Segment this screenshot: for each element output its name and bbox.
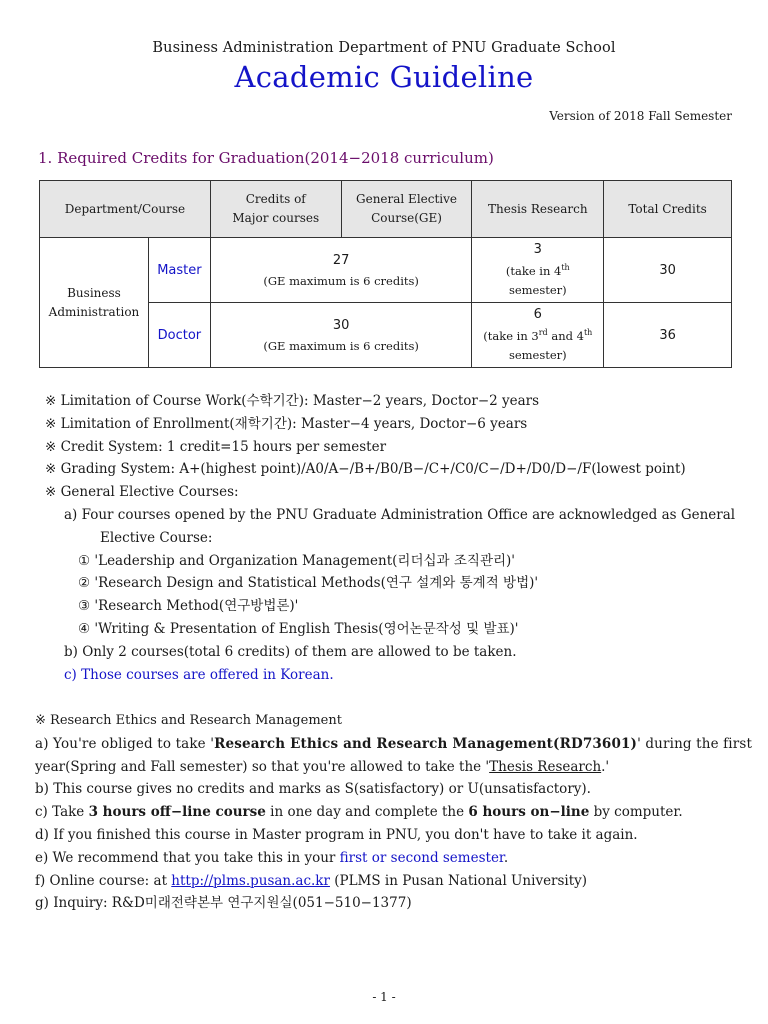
credits-master: 27: [332, 252, 350, 268]
note-ge-courses: ※ General Elective Courses:: [45, 484, 239, 501]
credits-table: [39, 180, 732, 368]
header-subtitle: Business Administration Department of PNU Graduate School: [152, 40, 616, 56]
header-major-line1: Credits of: [245, 192, 306, 206]
ethics-a2-pre: year(Spring and Fall semester) so that you're allowed to take the ': [35, 758, 490, 775]
ethics-a2-post: .': [601, 758, 610, 775]
ethics-f-post: (PLMS in Pusan National University): [329, 872, 588, 889]
page-title: Academic Guideline: [234, 60, 534, 94]
plms-link[interactable]: http://plms.pusan.ac.kr: [171, 872, 330, 889]
header-dept: Department/Course: [40, 181, 211, 238]
thesis-master-cell: [472, 238, 604, 303]
thesis-note-master: [506, 264, 570, 278]
credits-master-cell: [210, 238, 472, 303]
section-1-title: 1. Required Credits for Graduation(2014−2018 curriculum): [38, 149, 494, 167]
ethics-a-post: ' during the first: [637, 735, 753, 752]
version-label: Version of 2018 Fall Semester: [549, 109, 732, 123]
thesis-doctor-cell: [472, 303, 604, 368]
ethics-c-post: by computer.: [589, 804, 683, 821]
thesis-note-text: (take in 3: [483, 329, 539, 344]
header-ge: [341, 181, 472, 238]
thesis-master: 3: [533, 241, 542, 257]
ethics-f: [35, 870, 733, 893]
ethics-title: ※ Research Ethics and Research Management: [35, 713, 342, 728]
ethics-e-pre: e) We recommend that you take this in your: [35, 849, 340, 866]
course-4: ④ 'Writing & Presentation of English Thesis(영어논문작성 및 발표)': [78, 620, 519, 637]
ethics-c-bold2: 6 hours on−line: [468, 804, 590, 821]
ethics-a2-thesis: Thesis Research: [489, 758, 602, 775]
ethics-f-pre: f) Online course: at: [35, 872, 172, 889]
ethics-e-blue: first or second semester: [339, 849, 504, 866]
ge-note-doctor: (GE maximum is 6 credits): [263, 338, 419, 353]
ethics-c-bold1: 3 hours off−line course: [88, 804, 266, 821]
table-row: [40, 238, 732, 303]
ethics-a-line1: [35, 733, 753, 756]
total-master: 30: [604, 238, 732, 303]
thesis-note-mid: and 4: [547, 329, 584, 344]
thesis-note-sup: rd: [538, 328, 548, 338]
header-ge-line2: Course(GE): [371, 211, 442, 225]
thesis-note-master-2: semester): [508, 283, 567, 298]
ethics-a-line2: [35, 756, 733, 779]
credits-doctor: 30: [332, 317, 350, 333]
table-header-row: [40, 181, 732, 238]
ethics-g: g) Inquiry: R&D미래전략본부 연구지원실(051−510−1377): [35, 895, 412, 912]
thesis-note-doctor: [483, 329, 592, 343]
header-major: [210, 181, 341, 238]
ethics-c-mid: in one day and complete the: [265, 804, 469, 821]
degree-doctor: Doctor: [148, 303, 210, 368]
note-grading: ※ Grading System: A+(highest point)/A0/A−/B+/B0/B−/C+/C0/C−/D+/D0/D−/F(lowest point): [45, 461, 686, 478]
header-major-line2: Major courses: [232, 211, 320, 225]
header-total: Total Credits: [604, 181, 732, 238]
notes-list: [45, 390, 735, 686]
thesis-doctor: 6: [533, 306, 542, 322]
note-a-line2: Elective Course:: [100, 529, 213, 546]
note-credit-system: ※ Credit System: 1 credit=15 hours per semester: [45, 438, 387, 455]
note-enrollment: ※ Limitation of Enrollment(재학기간): Master−4 years, Doctor−6 years: [45, 415, 528, 432]
thesis-note-sup2: th: [583, 328, 593, 338]
ethics-d: d) If you finished this course in Master program in PNU, you don't have to take it again.: [35, 826, 638, 843]
ethics-c: [35, 801, 733, 824]
dept-line1: Business: [67, 285, 121, 300]
ethics-e-post: .: [503, 849, 509, 866]
thesis-note-sup: th: [561, 263, 570, 273]
thesis-note-doctor-2: semester): [508, 348, 567, 363]
course-3: ③ 'Research Method(연구방법론)': [78, 598, 299, 615]
ethics-section: [35, 710, 753, 915]
total-doctor: 36: [604, 303, 732, 368]
thesis-note-text: (take in 4: [505, 264, 562, 279]
ethics-e: [35, 847, 733, 870]
note-course-work: ※ Limitation of Course Work(수학기간): Master−2 years, Doctor−2 years: [45, 393, 540, 409]
ge-note-master: (GE maximum is 6 credits): [263, 273, 419, 288]
page-number: - 1 -: [372, 990, 396, 1004]
ethics-b: b) This course gives no credits and marks as S(satisfactory) or U(unsatisfactory).: [35, 781, 591, 798]
header-thesis: Thesis Research: [472, 181, 604, 238]
course-2: ② 'Research Design and Statistical Methods(연구 설계와 통계적 방법)': [78, 575, 539, 592]
credits-doctor-cell: [210, 303, 472, 368]
dept-cell: [40, 238, 149, 368]
ethics-a-pre: a) You're obliged to take ': [35, 735, 215, 752]
note-b: b) Only 2 courses(total 6 credits) of them are allowed to be taken.: [64, 643, 517, 660]
header-ge-line1: General Elective: [356, 192, 458, 206]
note-a-line1: a) Four courses opened by the PNU Graduate Administration Office are acknowledged as General: [64, 506, 736, 523]
degree-master: Master: [148, 238, 210, 303]
ethics-a-bold: Research Ethics and Research Management(RD73601): [214, 735, 638, 752]
ethics-c-pre: c) Take: [35, 804, 89, 821]
dept-line2: Administration: [48, 304, 140, 319]
course-1: ① 'Leadership and Organization Management(리더십과 조직관리)': [78, 552, 516, 569]
note-c: c) Those courses are offered in Korean.: [64, 666, 334, 683]
